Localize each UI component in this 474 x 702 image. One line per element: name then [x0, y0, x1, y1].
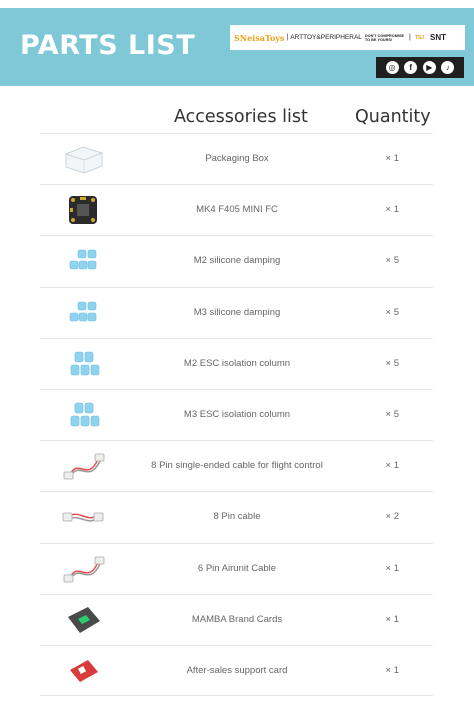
part-quantity: × 1 — [385, 562, 399, 574]
brand-name: SNT — [430, 33, 447, 42]
table-row — [40, 133, 433, 184]
brand-card-icon — [58, 601, 108, 639]
part-name: 6 Pin Airunit Cable — [197, 562, 277, 574]
cable-icon — [58, 447, 108, 485]
social-bar — [376, 57, 464, 78]
facebook-icon[interactable]: f — [404, 61, 417, 74]
youtube-icon[interactable]: ▶ — [423, 61, 436, 74]
brand-slogan-line2: TO BE YOURS! — [364, 37, 393, 42]
cable-short-icon — [58, 498, 108, 536]
table-row — [40, 594, 433, 645]
part-quantity: × 1 — [385, 613, 399, 625]
brand-slogan — [365, 34, 404, 42]
isolation-column-icon — [58, 396, 108, 434]
part-name: 8 Pin cable — [213, 511, 261, 523]
brand-separator-2: | — [409, 34, 411, 41]
table-row — [40, 287, 433, 338]
brand-mark: TSJ — [414, 34, 425, 41]
silicone-damping-icon — [58, 242, 108, 280]
brand-separator: | — [286, 34, 289, 41]
part-quantity: × 5 — [385, 255, 399, 267]
part-name: Packaging Box — [205, 153, 269, 164]
part-name: After-sales support card — [186, 664, 288, 676]
part-name: M3 ESC isolation column — [183, 408, 291, 420]
support-card-icon — [58, 652, 108, 690]
brand-bar — [230, 25, 465, 50]
brand-slogan-line1: DON'T COMPROMISE — [364, 33, 405, 38]
part-quantity: × 5 — [385, 306, 399, 318]
instagram-icon[interactable]: ◎ — [386, 61, 399, 74]
table-row — [40, 184, 433, 235]
isolation-column-icon — [58, 345, 108, 383]
part-quantity: × 5 — [385, 357, 399, 369]
part-quantity: × 1 — [385, 204, 399, 216]
silicone-damping-icon — [58, 294, 108, 332]
tiktok-icon[interactable]: ♪ — [441, 61, 454, 74]
part-quantity: × 5 — [385, 408, 399, 420]
accessories-column-header: Accessories list — [174, 107, 308, 127]
table-row — [40, 235, 433, 286]
part-name: M3 silicone damping — [193, 306, 281, 318]
quantity-column-header: Quantity — [355, 107, 431, 127]
packaging-box-icon — [58, 140, 108, 178]
part-quantity: × 1 — [385, 664, 399, 676]
page-title: PARTS LIST — [20, 30, 196, 61]
brand-tagline: ARTTOY&PERIPHERAL — [290, 34, 362, 41]
part-name: M2 ESC isolation column — [183, 357, 291, 369]
part-name: MAMBA Brand Cards — [191, 613, 283, 625]
part-quantity: × 1 — [385, 460, 399, 472]
table-row — [40, 543, 433, 594]
part-name: 8 Pin single-ended cable for flight control — [151, 460, 323, 472]
table-row — [40, 645, 433, 696]
header-banner — [0, 8, 474, 86]
part-name: M2 silicone damping — [193, 255, 281, 267]
cable-icon — [58, 550, 108, 588]
part-quantity: × 2 — [385, 511, 399, 523]
flight-controller-icon — [58, 191, 108, 229]
table-row — [40, 338, 433, 389]
brand-logo: SNeisaToys — [234, 32, 285, 43]
part-name: MK4 F405 MINI FC — [196, 204, 278, 216]
part-quantity: × 1 — [385, 153, 399, 164]
table-row — [40, 389, 433, 440]
table-row — [40, 440, 433, 491]
parts-table — [40, 133, 433, 696]
table-row — [40, 491, 433, 542]
